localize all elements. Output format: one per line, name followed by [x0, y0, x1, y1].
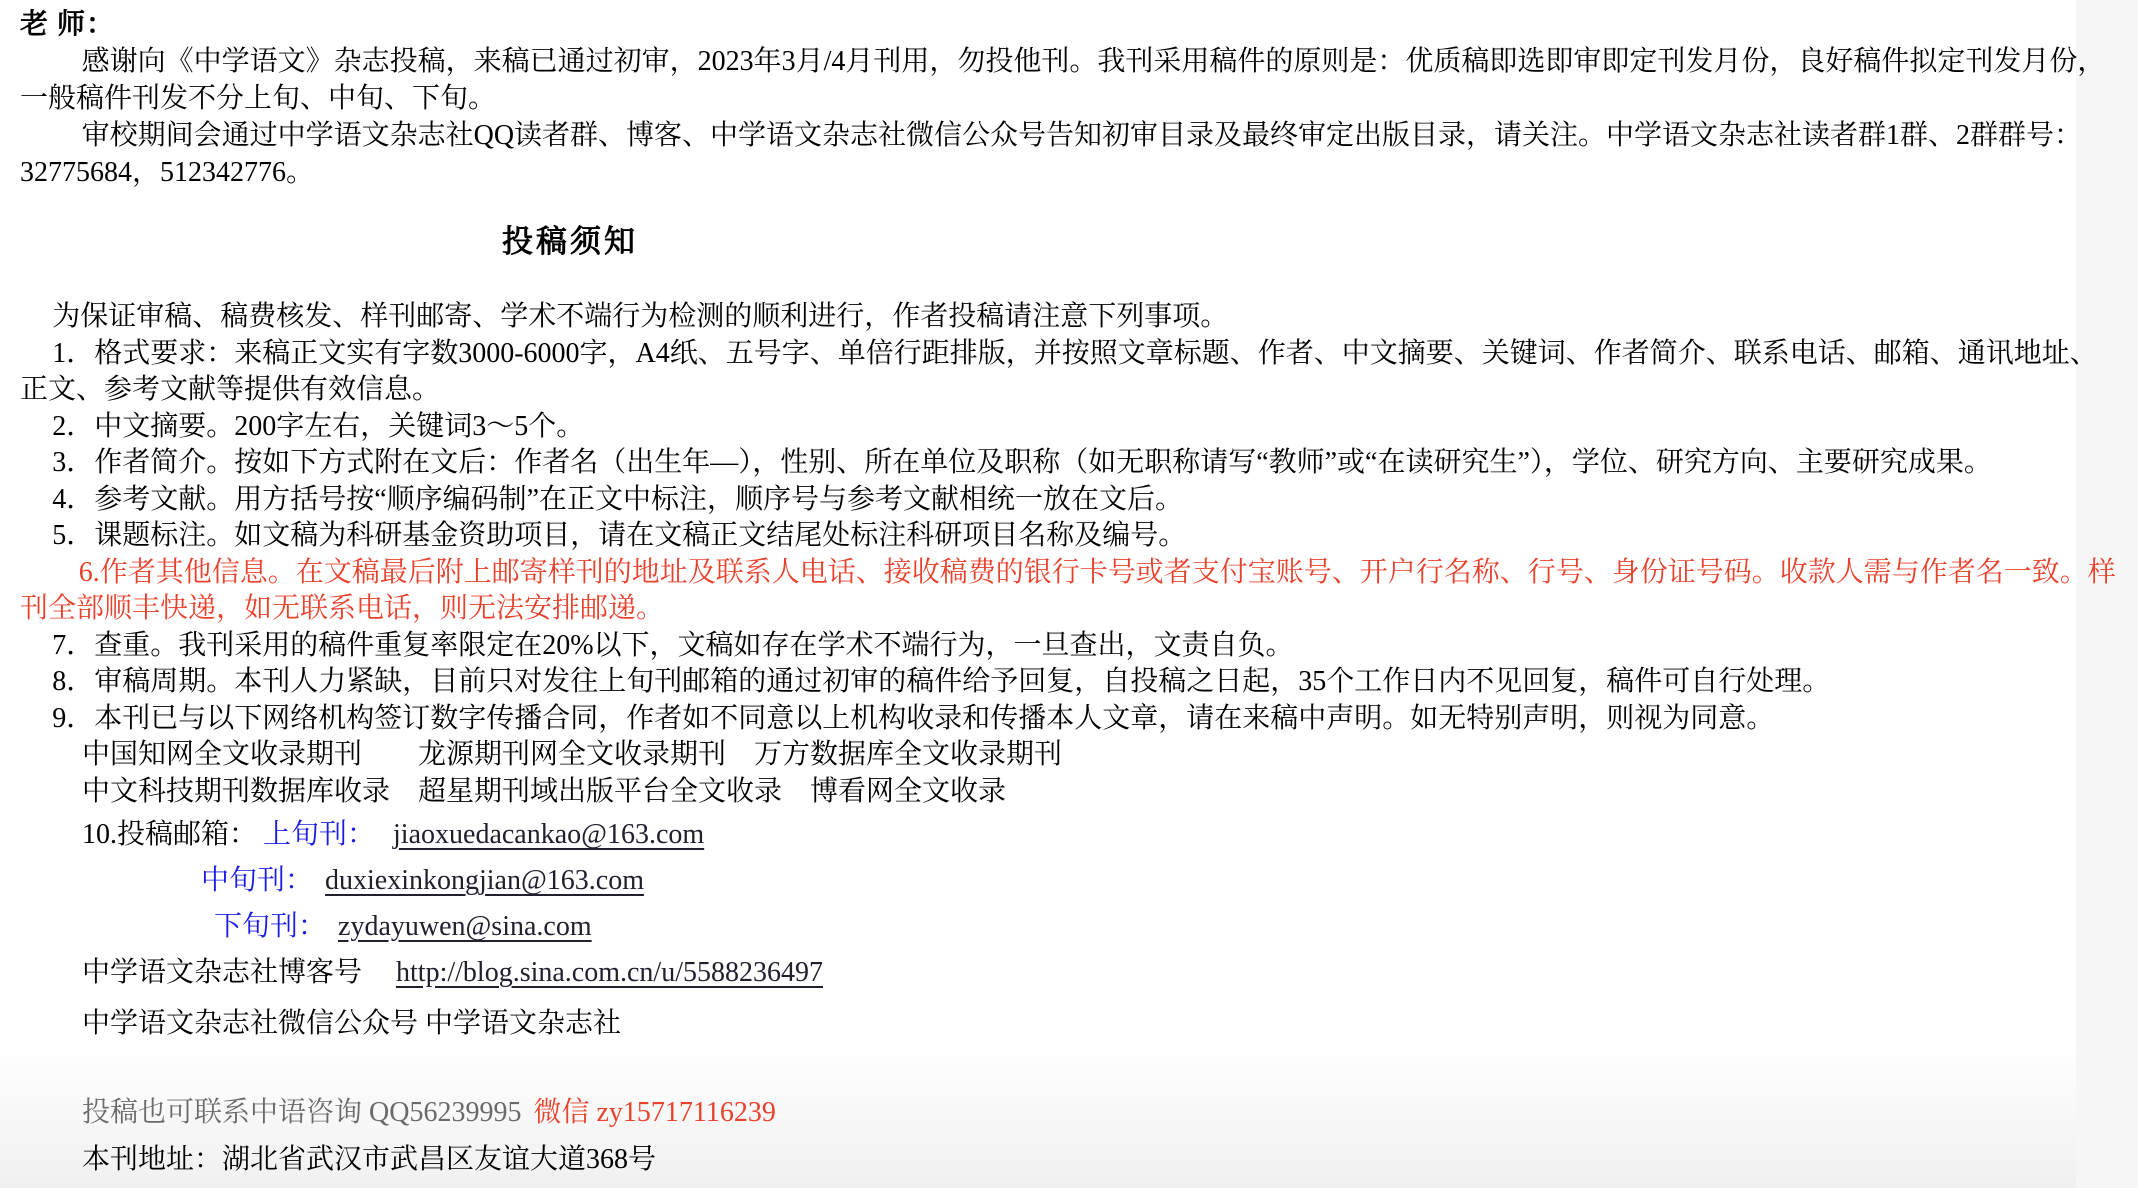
blog-label: 中学语文杂志社博客号	[82, 957, 363, 988]
edition-row-mid	[201, 862, 2118, 899]
notice-title: 投稿须知	[502, 224, 638, 259]
email-link-late-edition[interactable]: zydayuwen@sina.com	[338, 911, 592, 942]
edition-label-mid: 中旬刊：	[201, 865, 314, 896]
notice-item-9: 9．本刊已与以下网络机构签订数字传播合同，作者如不同意以上机构收录和传播本人文章，请在来稿中声明。如无特别声明，则视为同意。	[52, 702, 1775, 734]
notice-item-2: 2．中文摘要。200字左右，关键词3～5个。	[52, 410, 585, 442]
journal-address: 本刊地址：湖北省武汉市武昌区友谊大道368号	[82, 1144, 657, 1175]
salutation: 老 师：	[20, 9, 116, 40]
notice-intro: 为保证审稿、稿费核发、样刊邮寄、学术不端行为检测的顺利进行，作者投稿请注意下列事项。	[52, 301, 1229, 332]
email-link-early-edition[interactable]: jiaoxuedacankao@163.com	[393, 819, 705, 850]
notice-item-3: 3．作者简介。按如下方式附在文后：作者名（出生年—），性别、所在单位及职称（如无职称请写“教师”或“在读研究生”），学位、研究方向、主要研究成果。	[52, 447, 1992, 478]
notice-item-5: 5．课题标注。如文稿为科研基金资助项目，请在文稿正文结尾处标注科研项目名称及编号。	[52, 520, 1187, 551]
blog-row	[20, 954, 2118, 991]
contact-qq-text: 投稿也可联系中语咨询 QQ56239995	[82, 1097, 522, 1128]
database-list-line-1: 中国知网全文收录期刊 龙源期刊网全文收录期刊 万方数据库全文收录期刊	[82, 739, 1063, 770]
notice-item-8: 8．审稿周期。本刊人力紧缺，目前只对发往上旬刊邮箱的通过初审的稿件给予回复，自投稿之日起，35个工作日内不见回复，稿件可自行处理。	[52, 666, 1831, 697]
mailbox-prefix: 10.投稿邮箱：	[82, 819, 258, 850]
blog-url-link[interactable]: http://blog.sina.com.cn/u/5588236497	[396, 957, 823, 988]
contact-wechat-text: 微信 zy15717116239	[533, 1097, 776, 1128]
edition-label-late: 下旬刊：	[214, 911, 327, 942]
notice-item-7: 7．查重。我刊采用的稿件重复率限定在20%以下，文稿如存在学术不端行为，一旦查出，文责自负。	[52, 629, 1294, 661]
edition-row-late	[214, 908, 2118, 945]
submission-mailbox-row	[20, 816, 2118, 853]
notice-item-4: 4．参考文献。用方括号按“顺序编码制”在正文中标注，顺序号与参考文献相统一放在文后。	[52, 483, 1184, 515]
edition-label-early: 上旬刊：	[263, 819, 376, 850]
database-list-line-2: 中文科技期刊数据库收录 超星期刊域出版平台全文收录 博看网全文收录	[82, 775, 1007, 807]
notice-item-6-author-info-warning: 6.作者其他信息。在文稿最后附上邮寄样刊的地址及联系人电话、接收稿费的银行卡号或者支付宝账号、开户行名称、行号、身份证号码。收款人需与作者名一致。样刊全部顺丰快递，如无联系电话，则无法安排邮递。	[20, 556, 2116, 624]
notice-item-1: 1．格式要求：来稿正文实有字数3000-6000字，A4纸、五号字、单倍行距排版，并按照文章标题、作者、中文摘要、关键词、作者简介、联系电话、邮箱、通讯地址、正文、参考文献等提供有效信息。	[20, 337, 2098, 405]
intro-paragraph-2: 审校期间会通过中学语文杂志社QQ读者群、博客、中学语文杂志社微信公众号告知初审目录及最终审定出版目录，请关注。中学语文杂志社读者群1群、2群群号：32775684，512342776。	[20, 120, 2083, 188]
wechat-public-account-line: 中学语文杂志社微信公众号 中学语文杂志社	[82, 1008, 622, 1039]
contact-row	[20, 1094, 2118, 1131]
email-link-mid-edition[interactable]: duxiexinkongjian@163.com	[325, 865, 644, 896]
intro-paragraph-1: 感谢向《中学语文》杂志投稿，来稿已通过初审，2023年3月/4月刊用，勿投他刊。我刊采用稿件的原则是：优质稿即选即审即定刊发月份，良好稿件拟定刊发月份，一般稿件刊发不分上旬、中旬、下旬。	[20, 46, 2106, 114]
